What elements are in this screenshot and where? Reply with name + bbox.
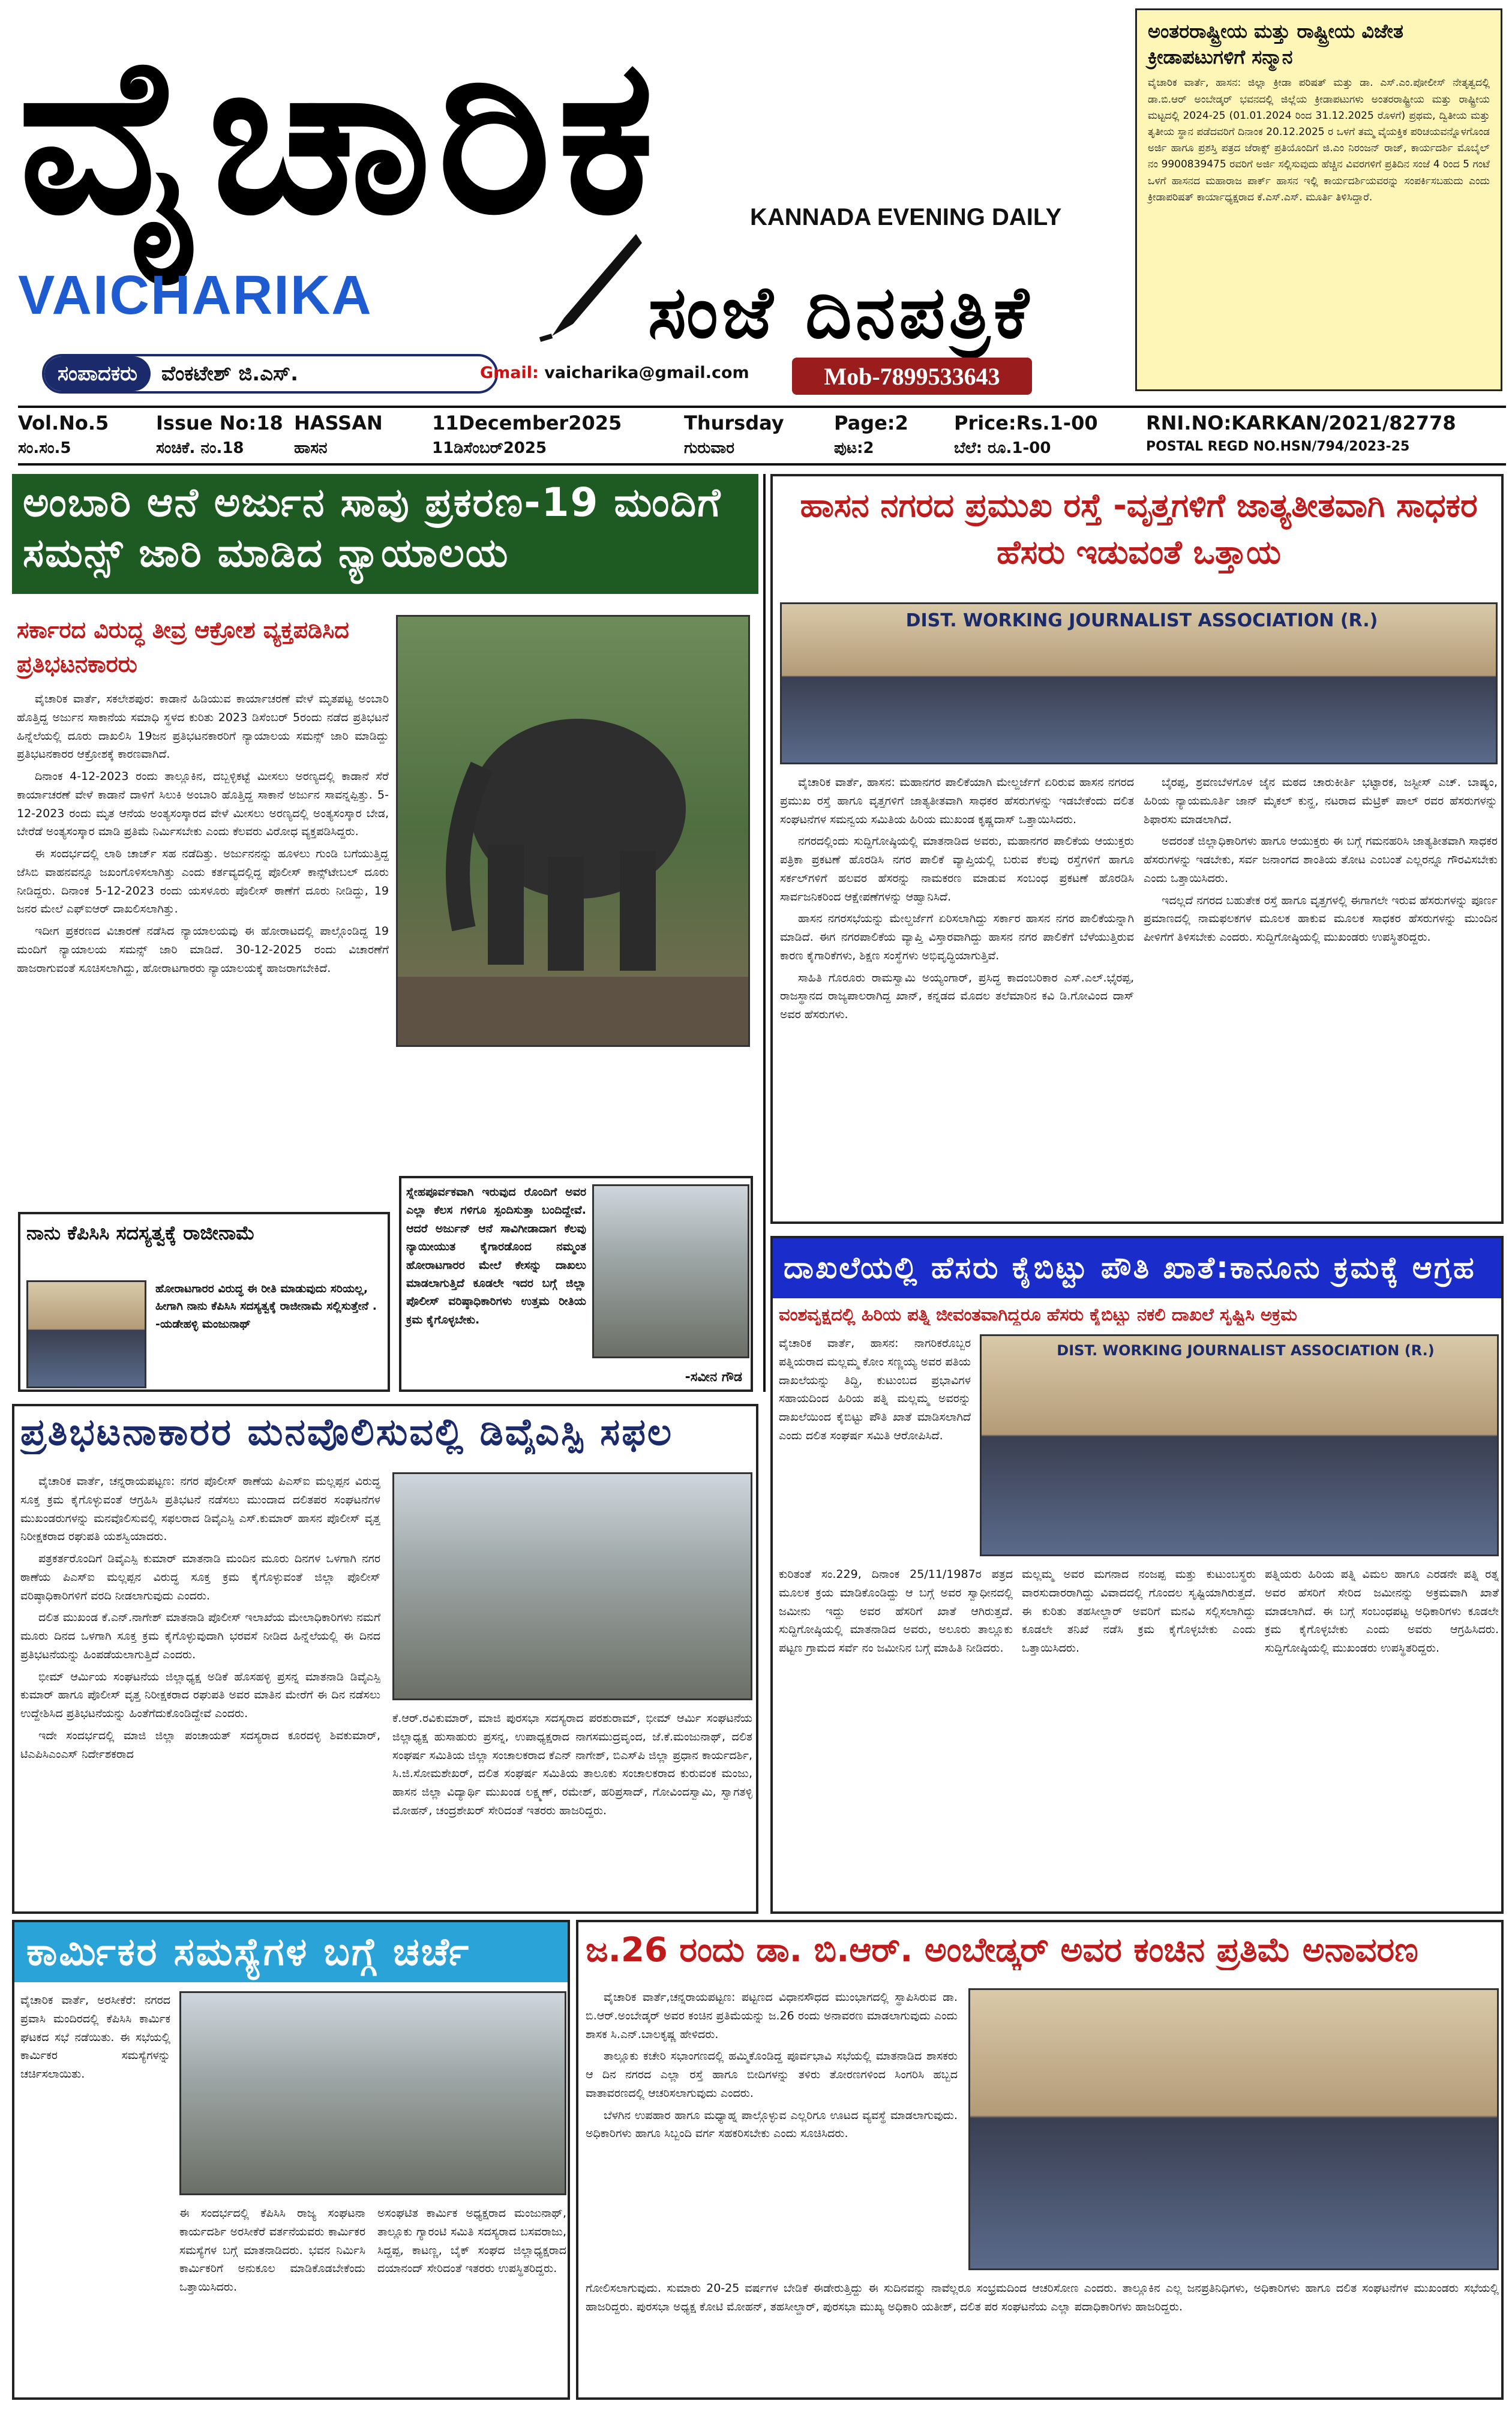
gmail-label: Gmail: bbox=[480, 364, 539, 382]
paragraph: ವೈಚಾರಿಕ ವಾರ್ತೆ,ಚನ್ನರಾಯಪಟ್ಟಣ: ಪಟ್ಟಣದ ವಿಧಾನಸೌಧದ ಮುಂಭಾಗದಲ್ಲಿ ಸ್ಥಾಪಿಸಿರುವ ಡಾ. ಬಿ.ಆರ್.ಅಂಬೇಡ್ಕರ್ ಅವರ ಕಂಚಿನ ಪ್ರತಿಮೆಯನ್ನು ಜ.26 ರಂದು ಅನಾವರಣ ಮಾಡಲಾಗುವುದು ಎಂದು ಶಾಸಕ ಸಿ.ಎನ್.ಬಾಲಕೃಷ್ಣ ಹೇಳಿದರು. bbox=[586, 1991, 958, 2041]
story-workers-body-2: ಈ ಸಂದರ್ಭದಲ್ಲಿ ಕೆಪಿಸಿಸಿ ರಾಜ್ಯ ಸಂಘಟನಾ ಕಾರ್ಯದರ್ಶಿ ಅರಸೀಕೆರೆ ವರ್ತನೆಯವರು ಕಾರ್ಮಿಕರ ಸಮಸ್ಯೆಗಳ ಬಗ್ಗೆ ಮಾತನಾಡಿದರು. ಭವನ ನಿರ್ಮಿಸಿ ಕಾರ್ಮಿಕರಿಗೆ ಅನುಕೂಲ ಮಾಡಿಕೊಡಬೇಕೆಂದು ಒತ್ತಾಯಿಸಿದರು. bbox=[179, 2207, 365, 2294]
story-workers-headline: ಕಾರ್ಮಿಕರ ಸಮಸ್ಯೆಗಳ ಬಗ್ಗೆ ಚರ್ಚೆ bbox=[14, 1922, 568, 1982]
paragraph: ನಗರದಲ್ಲಿಂದು ಸುದ್ದಿಗೋಷ್ಠಿಯಲ್ಲಿ ಮಾತನಾಡಿದ ಅವರು, ಮಹಾನಗರ ಪಾಲಿಕೆಯ ಆಯುಕ್ತರು ಪತ್ರಿಕಾ ಪ್ರಕಟಣೆ ಹೊರಡಿಸಿ ನಗರ ಪಾಲಿಕೆ ವ್ಯಾಪ್ತಿಯಲ್ಲಿ ಬರುವ ಕೆಲವು ರಸ್ತೆಗಳಿಗೆ ಹಾಗೂ ಸರ್ಕಲ್‌ಗಳಿಗೆ ಹಲವರ ಹೆಸರನ್ನು ನಾಮಕರಣ ಮಾಡುವ ಸಂಬಂಧ ಪ್ರಕಟಣೆ ಹೊರಡಿಸಿ ಸಾರ್ವಜನಿಕರಿಂದ ಆಕ್ಷೇಪಣೆಗಳನ್ನು ಆಹ್ವಾನಿಸಿದೆ. bbox=[780, 835, 1134, 904]
paragraph: ಬೆಳಗಿನ ಉಪಹಾರ ಹಾಗೂ ಮಧ್ಯಾಹ್ನ ಪಾಲ್ಗೊಳ್ಳುವ ಎಲ್ಲರಿಗೂ ಊಟದ ವ್ಯವಸ್ಥೆ ಮಾಡಲಾಗುವುದು. ಅಧಿಕಾರಿಗಳು ಹಾಗೂ ಸಿಬ್ಬಂದಿ ವರ್ಗ ಸಹಕರಿಸಬೇಕು ಎಂದು ಸೂಚಿಸಿದರು. bbox=[586, 2108, 958, 2141]
workers-photo bbox=[179, 1991, 566, 2195]
rni: RNI.NO:KARKAN/2021/82778 bbox=[1146, 412, 1456, 434]
gmail-address[interactable]: vaicharika@gmail.com bbox=[544, 364, 749, 382]
paragraph: ಸಾಹಿತಿ ಗೊರೂರು ರಾಮಸ್ವಾಮಿ ಅಯ್ಯಂಗಾರ್, ಪ್ರಸಿದ್ಧ ಕಾದಂಬರಿಕಾರ ಎಸ್.ಎಲ್.ಭೈರಪ್ಪ, ರಾಜಸ್ಥಾನದ ರಾಜ್ಯಪಾಲರಾಗಿದ್ದ ಖಾನ್, ಕನ್ನಡದ ಮೊದಲ ತಲೆಮಾರಿನ ಕವಿ ಡಿ.ಗೋವಿಂದ ದಾಸ್ ಅವರ ಹೆಸರುಗಳು. bbox=[780, 971, 1134, 1022]
quote-text: ಸ್ನೇಹಪೂರ್ವಕವಾಗಿ ಇರುವುದ ರೊಂದಿಗೆ ಅವರ ಎಲ್ಲಾ ಕೆಲಸ ಗಳಿಗೂ ಸ್ಪಂದಿಸುತ್ತಾ ಬಂದಿದ್ದೇವೆ. ಆದರೆ ಅರ್ಜುನ್ ಆನೆ ಸಾವಿಗೀಡಾದಾಗ ಕೆಲವು ನ್ಯಾಯೀಯುತ ಕೈಗಾರಡೊಂದ ನಮ್ಮಂತ ಹೋರಾಟಗಾರರ ಮೇಲೆ ಕೇಸನ್ನು ದಾಖಲು ಮಾಡಲಾಗುತ್ತಿದೆ ಕೂಡಲೇ ಇದರ ಬಗ್ಗೆ ಜಿಲ್ಲಾ ಪೊಲೀಸ್ ವರಿಷ್ಠಾಧಿಕಾರಿಗಳು ಉತ್ತಮ ರೀತಿಯ ಕ್ರಮ ಕೈಗೊಳ್ಳಬೇಕು. bbox=[406, 1186, 586, 1326]
issue: Issue No:18 bbox=[156, 412, 283, 434]
paragraph: ಇದೇ ಸಂದರ್ಭದಲ್ಲಿ ಮಾಜಿ ಜಿಲ್ಲಾ ಪಂಚಾಯತ್ ಸದಸ್ಯರಾದ ಕೂರದಳ್ಳಿ ಶಿವಕುಮಾರ್, ಟಿಎಪಿಸಿಎಂಎಸ್ ನಿರ್ದೇಶಕರಾದ bbox=[20, 1728, 380, 1761]
notice-body: ವೈಚಾರಿಕ ವಾರ್ತೆ, ಹಾಸನ: ಜಿಲ್ಲಾ ಕ್ರೀಡಾ ಪರಿಷತ್ ಮತ್ತು ಡಾ. ಎಸ್.ಎಂ.ಪೋಲೀಸ್ ನೇತೃತ್ವದಲ್ಲಿ ಡಾ.ಬಿ.ಆರ್ ಅಂಬೇಡ್ಕರ್ ಭವನದಲ್ಲಿ ಜಿಲ್ಲೆಯ ಕ್ರೀಡಾಪಟುಗಳು ಅಂತರರಾಷ್ಟ್ರೀಯ ಮತ್ತು ರಾಷ್ಟ್ರೀಯ ಮಟ್ಟದಲ್ಲಿ 2024-25 (01.01.2024 ರಿಂದ 31.12.2025 ರೊಳಗೆ) ಪ್ರಥಮ, ದ್ವಿತೀಯ ಮತ್ತು ತೃತೀಯ ಸ್ಥಾನ ಪಡೆದವರಿಗೆ ದಿನಾಂಕ 20.12.2025 ರ ಒಳಗೆ ತಮ್ಮ ವೈಯಕ್ತಿಕ ಪರಿಚಯವನ್ನೊಳಗೊಂಡ ಅರ್ಜಿ ಹಾಗೂ ಪ್ರಶಸ್ತಿ ಪತ್ರದ ಜೆರಾಕ್ಸ್ ಪ್ರತಿಯೊಂದಿಗೆ ಜಿ.ಎಂ ನಿರಂಜನ್ ರಾಜ್, ಕಾರ್ಯದರ್ಶಿ ಮೊಬೈಲ್ ನಂ 9900839475 ರವರಿಗೆ ಅರ್ಜಿ ಸಲ್ಲಿಸುವುದು ಹೆಚ್ಚಿನ ವಿವರಗಳಿಗೆ ಪ್ರತಿದಿನ ಸಂಜೆ 4 ರಿಂದ 5 ಗಂಟೆ ಒಳಗೆ ಹಾಸನದ ಮಹಾರಾಜ ಪಾರ್ಕ್ ಹಾಸನ ಇಲ್ಲಿ ಕಾರ್ಯದರ್ಶಿಯವರನ್ನು ಸಂಪರ್ಕಿಸಬಹುದು ಎಂದು ಕ್ರೀಡಾಪರಿಷತ್ ಕಾರ್ಯಾಧ್ಯಕ್ಷರಾದ ಕೆ.ಎಸ್.ಎಸ್. ಮೂರ್ತಿ ತಿಳಿಸಿದ್ದಾರೆ. bbox=[1148, 77, 1490, 203]
press-meet-photo bbox=[780, 602, 1498, 764]
story-dysp-headline: ಪ್ರತಿಭಟನಾಕಾರರ ಮನವೊಲಿಸುವಲ್ಲಿ ಡಿವೈಎಸ್ಪಿ ಸಫಲ bbox=[20, 1410, 674, 1454]
vol: Vol.No.5 bbox=[18, 412, 109, 434]
price: Price:Rs.1-00 bbox=[954, 412, 1098, 434]
story-records-body-1: ಕುರಿತಂತೆ ಸಂ.229, ದಿನಾಂಕ 25/11/1987ರ ಪತ್ರದ ಮೂಲಕ ಕ್ರಯ ಮಾಡಿಕೊಂಡಿದ್ದು ಆ ಬಗ್ಗೆ ಅವರ ಸ್ವಾಧೀನದಲ್ಲಿ ಜಮೀನು ಇದ್ದು ಅವರ ಹೆಸರಿಗೆ ಖಾತೆ ಆಗಿರುತ್ತದೆ. ಸುದ್ದಿಗೋಷ್ಠಿಯಲ್ಲಿ ಮಾತನಾಡಿದ ಅವರು, ಅಲೂರು ತಾಲ್ಲೂಕು ಪಟ್ಟಣ ಗ್ರಾಮದ ಸರ್ವೆ ನಂ ಜಮೀನಿನ ಬಗ್ಗೆ ಮಾಹಿತಿ ನೀಡಿದರು. bbox=[779, 1568, 1013, 1655]
story-workers bbox=[12, 1920, 570, 2400]
paragraph: ಭೀಮ್ ಆರ್ಮಿಯ ಸಂಘಟನೆಯ ಜಿಲ್ಲಾಧ್ಯಕ್ಷ ಅಡಿಕೆ ಹೊಸಹಳ್ಳಿ ಪ್ರಸನ್ನ ಮಾತನಾಡಿ ಡಿವೈಎಸ್ಪಿ ಕುಮಾರ್ ಹಾಗೂ ಪೊಲೀಸ್ ವೃತ್ತ ನಿರೀಕ್ಷಕರಾದ ರಘುಪತಿ ಅವರ ಮಾತಿನ ಮೇರೆಗೆ ಈ ದಿನ ನಡೆಸಲು ಉದ್ದೇಶಿಸಿದ ಪ್ರತಿಭಟನೆಯನ್ನು ಹಿಂತೆಗೆದುಕೊಂಡಿದ್ದೇವೆ ಎಂದರು. bbox=[20, 1670, 380, 1721]
price-kn: ಬೆಲೆ: ರೂ.1-00 bbox=[954, 439, 1051, 457]
date: 11December2025 bbox=[432, 412, 622, 434]
paragraph: ಬೈರಪ್ಪ, ಶ್ರವಣಬೆಳಗೊಳ ಜೈನ ಮಠದ ಚಾರುಕೀರ್ತಿ ಭಟ್ಟಾರಕ, ಜಸ್ಟೀಸ್ ಎಚ್. ಬಾಷ್ಯಂ, ಹಿರಿಯ ನ್ಯಾಯಮೂರ್ತಿ ಜಾನ್ ಮೈಕಲ್ ಕುನ್ಹ, ನಟರಾದ ಮೆಟ್ರಿಕ್ ಪಾಲ್ ರವರ ಹೆಸರುಗಳನ್ನು ಶಿಫಾರಸು ಮಾಡಲಾಗಿದೆ. bbox=[1144, 776, 1498, 826]
masthead-title: ವೈಚಾರಿಕ bbox=[18, 8, 661, 262]
masthead-subtitle: ಸಂಜೆ ದಿನಪತ್ರಿಕೆ bbox=[648, 270, 1033, 355]
postal-reg: POSTAL REGD NO.HSN/794/2023-25 bbox=[1146, 439, 1410, 454]
elephant-photo bbox=[396, 615, 750, 1047]
press-banner: DIST. WORKING JOURNALIST ASSOCIATION (R.) bbox=[905, 610, 1378, 631]
story-hassan-roads bbox=[770, 474, 1504, 1224]
story-statue-headline: ಜ.26 ರಂದು ಡಾ. ಬಿ.ಆರ್. ಅಂಬೇಡ್ಕರ್ ಅವರ ಕಂಚಿನ ಪ್ರತಿಮೆ ಅನಾವರಣ bbox=[586, 1931, 1418, 1970]
story-ambari-body bbox=[17, 690, 389, 1122]
paragraph: ಪತ್ರಕರ್ತರೊಂದಿಗೆ ಡಿವೈಎಸ್ಪಿ ಕುಮಾರ್ ಮಾತನಾಡಿ ಮಂದಿನ ಮೂರು ದಿನಗಳ ಒಳಗಾಗಿ ನಗರ ಠಾಣೆಯ ಪಿಎಸ್‌ಐ ಮಲ್ಲಪ್ಪನ ವಿರುದ್ಧ ಸೂಕ್ತ ಕ್ರಮ ಕೈಗೊಳ್ಳುವಂತೆ ಜಿಲ್ಲಾ ಪೊಲೀಸ್ ವರಿಷ್ಠಾಧಿಕಾರಿಗಳಿಗೆ ವರದಿ ನೀಡಲಾಗುವುದು ಎಂದರು. bbox=[20, 1552, 380, 1602]
notice-headline: ಅಂತರರಾಷ್ಟ್ರೀಯ ಮತ್ತು ರಾಷ್ಟ್ರೀಯ ವಿಜೇತ ಕ್ರೀಡಾಪಟುಗಳಿಗೆ ಸನ್ಮಾನ bbox=[1148, 20, 1403, 69]
day: Thursday bbox=[684, 412, 784, 434]
date-kn: 11ಡಿಸೆಂಬರ್2025 bbox=[432, 439, 547, 457]
story-workers-body-1: ವೈಚಾರಿಕ ವಾರ್ತೆ, ಅರಸೀಕೆರೆ: ನಗರದ ಪ್ರವಾಸಿ ಮಂದಿರದಲ್ಲಿ ಕೆಪಿಸಿಸಿ ಕಾರ್ಮಿಕ ಘಟಕದ ಸಭೆ ನಡೆಯಿತು. ಈ ಸಭೆಯಲ್ಲಿ ಕಾರ್ಮಿಕರ ಸಮಸ್ಯೆಗಳನ್ನು ಚರ್ಚಿಸಲಾಯಿತು. bbox=[20, 1994, 170, 2081]
city: HASSAN bbox=[294, 412, 383, 434]
pen-icon bbox=[528, 228, 648, 342]
quote-box bbox=[399, 1176, 753, 1392]
paragraph: ತಾಲ್ಲೂಕು ಕಚೇರಿ ಸಭಾಂಗಣದಲ್ಲಿ ಹಮ್ಮಿಕೊಂಡಿದ್ದ ಪೂರ್ವಭಾವಿ ಸಭೆಯಲ್ಲಿ ಮಾತನಾಡಿದ ಶಾಸಕರು ಆ ದಿನ ನಗರದ ಎಲ್ಲಾ ರಸ್ತೆ ಹಾಗೂ ಬೀದಿಗಳನ್ನು ತಳಿರು ತೋರಣಗಳಿಂದ ಸಿಂಗರಿಸಿ ಹಬ್ಬದ ವಾತಾವರಣದಲ್ಲಿ ಆಚರಿಸಲಾಗುವುದು ಎಂದರು. bbox=[586, 2049, 958, 2100]
resign-box-text: ಹೋರಾಟಗಾರರ ವಿರುದ್ಧ ಈ ರೀತಿ ಮಾಡುವುದು ಸರಿಯಲ್ಲ, ಹೀಗಾಗಿ ನಾನು ಕೆಪಿಸಿಸಿ ಸದಸ್ಯತ್ವಕ್ಕೆ ರಾಜೀನಾಮೆ ಸಲ್ಲಿಸುತ್ತೇನೆ . -ಯಡೇಹಳ್ಳಿ ಮಂಜುನಾಥ್ bbox=[155, 1282, 377, 1331]
paragraph: ಇದೀಗ ಪ್ರಕರಣದ ವಿಚಾರಣೆ ನಡೆಸಿದ ನ್ಯಾಯಾಲಯವು ಈ ಹೋರಾಟದಲ್ಲಿ ಪಾಲ್ಗೊಂಡಿದ್ದ 19 ಮಂದಿಗೆ ನ್ಯಾಯಾಲಯ ಸಮನ್ಸ್ ಜಾರಿ ಮಾಡಿದೆ. 30-12-2025 ರಂದು ವಿಚಾರಣೆಗೆ ಹಾಜರಾಗುವಂತೆ ಸೂಚಿಸಲಾಗಿದ್ದು, ಹೋರಾಟಗಾರರು ನ್ಯಾಯಾಲಯಕ್ಕೆ ಹಾಜರಾಗಬೇಕಿದೆ. bbox=[17, 925, 389, 975]
paragraph: ಇದಲ್ಲದೆ ನಗರದ ಬಹುತೇಕ ರಸ್ತೆ ಹಾಗೂ ವೃತ್ತಗಳಲ್ಲಿ ಈಗಾಗಲೇ ಇರುವ ಹೆಸರುಗಳನ್ನು ಪೂರ್ಣ ಪ್ರಮಾಣದಲ್ಲಿ ನಾಮಫಲಕಗಳ ಮೂಲಕ ಹಾಕುವ ಮೂಲಕ ಸಾಧಕರ ಹೆಸರುಗಳನ್ನು ಮುಂದಿನ ಪೀಳಿಗೆಗೆ ತಿಳಿಸಬೇಕು ಎಂದರು. ಸುದ್ದಿಗೋಷ್ಠಿಯಲ್ಲಿ ಮುಖಂಡರು ಉಪಸ್ಥಿತರಿದ್ದರು. bbox=[1144, 893, 1498, 944]
records-press-banner: DIST. WORKING JOURNALIST ASSOCIATION (R.) bbox=[1057, 1342, 1435, 1359]
notice-box bbox=[1135, 8, 1502, 391]
story-workers-body-3: ಅಸಂಘಟಿತ ಕಾರ್ಮಿಕ ಅಧ್ಯಕ್ಷರಾದ ಮಂಜುನಾಥ್, ತಾಲ್ಲೂಕು ಗ್ಯಾರಂಟಿ ಸಮಿತಿ ಸದಸ್ಯರಾದ ಬಸವರಾಜು, ಸಿದ್ದಪ್ಪ, ಕಾಟಣ್ಣ, ಬೈಕ್ ಸಂಘದ ಜಿಲ್ಲಾಧ್ಯಕ್ಷರಾದ ದಯಾನಂದ್ ಸೇರಿದಂತೆ ಇತರರು ಉಪಸ್ಥಿತರಿದ್ದರು. bbox=[377, 2207, 566, 2276]
editor-label: ಸಂಪಾದಕರು bbox=[44, 356, 151, 391]
story-ambari-headline: ಅಂಬಾರಿ ಆನೆ ಅರ್ಜುನ ಸಾವು ಪ್ರಕರಣ-19 ಮಂದಿಗೆ ಸಮನ್ಸ್ ಜಾರಿ ಮಾಡಿದ ನ್ಯಾಯಾಲಯ bbox=[12, 474, 758, 594]
masthead-subtitle-en: KANNADA EVENING DAILY bbox=[750, 204, 1062, 230]
gmail-line bbox=[480, 364, 749, 382]
editor-name: ವೆಂಕಟೇಶ್ ಜಿ.ಎಸ್. bbox=[161, 362, 299, 386]
column-divider bbox=[763, 474, 766, 1392]
city-kn: ಹಾಸನ bbox=[294, 439, 328, 457]
paragraph: ದಿನಾಂಕ 4-12-2023 ರಂದು ತಾಲ್ಲೂಕಿನ, ದಬ್ಬಳ್ಳಿಕಟ್ಟೆ ಮೀಸಲು ಅರಣ್ಯದಲ್ಲಿ ಕಾಡಾನೆ ಸೆರೆ ಕಾರ್ಯಾಚರಣೆ ವೇಳೆ ಕಾಡಾನೆ ದಾಳಿಗೆ ಸಿಲುಕಿ ಅಂಬಾರಿ ಹೊತ್ತಿದ್ದ ಸಾಕಾನೆ ಅರ್ಜುನ ಸಾವನ್ನಪ್ಪಿತ್ತು. 5-12-2023 ರಂದು ಮೃತ ಆನೆಯ ಅಂತ್ಯಸಂಸ್ಕಾರದ ವೇಳೆ ಮೀಸಲು ಅರಣ್ಯದಲ್ಲಿ ಅಂತ್ಯಸಂಸ್ಕಾರ ಬೇಡ, ಬೇರೆಡೆ ಅಂತ್ಯಸಂಸ್ಕಾರ ಮಾಡಿ ಪ್ರತಿಮೆ ನಿರ್ಮಿಸಬೇಕು ಎಂದು ಕೆಲವರು ವಿರೋಧ ವ್ಯಕ್ತಪಡಿಸಿದ್ದರು. bbox=[17, 770, 389, 839]
paragraph: ಅದರಂತೆ ಜಿಲ್ಲಾಧಿಕಾರಿಗಳು ಹಾಗೂ ಆಯುಕ್ತರು ಈ ಬಗ್ಗೆ ಗಮನಹರಿಸಿ ಜಾತ್ಯತೀತವಾಗಿ ಸಾಧಕರ ಹೆಸರುಗಳನ್ನು ಇಡಬೇಕು, ಸರ್ವ ಜನಾಂಗದ ಶಾಂತಿಯ ತೋಟ ಎಂಬಂತೆ ಎಲ್ಲರನ್ನೂ ಗೌರವಿಸಬೇಕು ಎಂದು ಒತ್ತಾಯಿಸಿದರು. bbox=[1144, 835, 1498, 885]
resign-box-title: ನಾನು ಕೆಪಿಸಿಸಿ ಸದಸ್ಯತ್ವಕ್ಕೆ ರಾಜೀನಾಮೆ bbox=[26, 1221, 255, 1244]
story-dysp-body bbox=[20, 1472, 380, 1910]
manjunath-photo bbox=[26, 1280, 146, 1388]
paragraph: ಈ ಸಂದರ್ಭದಲ್ಲಿ ಲಾಠಿ ಚಾರ್ಜ್ ಸಹ ನಡೆದಿತ್ತು. ಅರ್ಜುನನನ್ನು ಹೂಳಲು ಗುಂಡಿ ಬಗೆಯುತ್ತಿದ್ದ ಜೆಸಿಬಿ ವಾಹನವನ್ನೂ ಜಖಂಗೊಳಿಸಲಾಗಿತ್ತು ಎಂದು ಕರ್ತವ್ಯದಲ್ಲಿದ್ದ ಪೊಲೀಸ್ ಕಾನ್ಸ್‌ಟೇಬಲ್ ದೂರು ನೀಡಿದ್ದರು. ದಿನಾಂಕ 5-12-2023 ರಂದು ಯಸಳೂರು ಪೊಲೀಸ್ ಠಾಣೆಗೆ ದೂರು ನೀಡಿದ್ದು, 19 ಜನರ ಮೇಲೆ ಎಫ್‌ಐಆರ್ ದಾಖಲಿಸಲಾಗಿತ್ತು. bbox=[17, 847, 389, 916]
records-press-photo bbox=[980, 1334, 1499, 1556]
dysp-photo bbox=[392, 1472, 752, 1700]
page-number-kn: ಪುಟ:2 bbox=[834, 439, 874, 457]
story-dysp bbox=[12, 1404, 758, 1914]
story-records-body-2: ಮಲ್ಲಮ್ಮ ಅವರ ಮಗನಾದ ನಂಜಪ್ಪ ಮತ್ತು ಕುಟುಂಬಸ್ಥರು ವಾರಸುದಾರರಾಗಿದ್ದು ವಿವಾದದಲ್ಲಿ ಗೊಂದಲ ಸೃಷ್ಟಿಯಾಗಿರುತ್ತದೆ. ಈ ಕುರಿತು ತಹಸೀಲ್ದಾರ್ ಅವರಿಗೆ ಮನವಿ ಸಲ್ಲಿಸಲಾಗಿದ್ದು ಕೂಡಲೇ ತನಿಖೆ ನಡೆಸಿ ಕ್ರಮ ಕೈಗೊಳ್ಳಬೇಕು ಎಂದು ಒತ್ತಾಯಿಸಿದರು. bbox=[1022, 1568, 1256, 1655]
day-kn: ಗುರುವಾರ bbox=[684, 439, 734, 457]
naveen-gowda-photo bbox=[592, 1184, 749, 1358]
story-records-body-3: ಪತ್ನಿಯರು ಹಿರಿಯ ಪತ್ನಿ ವಿಮಲ ಹಾಗೂ ಎರಡನೇ ಪತ್ನಿ ರತ್ನ ಅವರ ಹೆಸರಿಗೆ ಸೇರಿದ ಜಮೀನನ್ನು ಅಕ್ರಮವಾಗಿ ಖಾತೆ ಮಾಡಲಾಗಿದೆ. ಈ ಬಗ್ಗೆ ಸಂಬಂಧಪಟ್ಟ ಅಧಿಕಾರಿಗಳು ಕೂಡಲೇ ಕ್ರಮ ಕೈಗೊಳ್ಳಬೇಕು ಎಂದು ಅವರು ಆಗ್ರಹಿಸಿದರು. ಸುದ್ದಿಗೋಷ್ಠಿಯಲ್ಲಿ ಮುಖಂಡರು ಉಪಸ್ಥಿತರಿದ್ದರು. bbox=[1265, 1568, 1499, 1655]
vol-kn: ಸಂ.ಸಂ.5 bbox=[18, 439, 71, 457]
story-records-lead: ವೈಚಾರಿಕ ವಾರ್ತೆ, ಹಾಸನ: ನಾಗರಿಕರೊಬ್ಬರ ಪತ್ನಿಯರಾದ ಮಲ್ಲಮ್ಮ ಕೋಂ ಸಣ್ಣಯ್ಯ ಅವರ ಪತಿಯ ದಾಖಲೆಯನ್ನು ತಿದ್ದಿ, ಕುಟುಂಬದ ಪ್ರಭಾವಿಗಳ ಸಹಾಯದಿಂದ ಹಿರಿಯ ಪತ್ನಿ ಮಲ್ಲಮ್ಮ ಅವರನ್ನು ದಾಖಲೆಯಿಂದ ಕೈಬಿಟ್ಟು ಪೌತಿ ಖಾತೆ ಮಾಡಿಸಲಾಗಿದೆ ಎಂದು ದಲಿತ ಸಂಘರ್ಷ ಸಮಿತಿ ಆರೋಪಿಸಿದೆ. bbox=[779, 1337, 971, 1442]
mobile-badge: Mob-7899533643 bbox=[792, 358, 1032, 395]
page-number: Page:2 bbox=[834, 412, 908, 434]
paragraph: ಹಾಸನ ನಗರಸಭೆಯನ್ನು ಮೇಲ್ದರ್ಜೆಗೆ ಏರಿಸಲಾಗಿದ್ದು ಸರ್ಕಾರ ಹಾಸನ ನಗರ ಪಾಲಿಕೆಯನ್ನಾಗಿ ಮಾಡಿದೆ. ಈಗ ನಗರಪಾಲಿಕೆಯ ವ್ಯಾಪ್ತಿ ವಿಸ್ತಾರವಾಗಿದ್ದು ಹಾಸನ ನಗರ ಪಾಲಿಕೆಗೆ ಬೆಳೆಯುತ್ತಿರುವ ಕಾರಣ ಕೈಗಾರಿಕೆಗಳು, ಶಿಕ್ಷಣ ಸಂಸ್ಥೆಗಳು ಅಭಿವೃದ್ಧಿಯಾಗುತ್ತಿವೆ. bbox=[780, 912, 1134, 962]
story-statue-body bbox=[586, 1988, 958, 2270]
paragraph: ದಲಿತ ಮುಖಂಡ ಕೆ.ಎನ್.ನಾಗೇಶ್ ಮಾತನಾಡಿ ಪೊಲೀಸ್ ಇಲಾಖೆಯ ಮೇಲಾಧಿಕಾರಿಗಳು ನಮಗೆ ಮೂರು ದಿನದ ಒಳಗಾಗಿ ಸೂಕ್ತ ಕ್ರಮ ಕೈಗೊಳ್ಳುವುದಾಗಿ ಭರವಸೆ ನೀಡಿದ ಹಿನ್ನೆಲೆಯಲ್ಲಿ ಈ ದಿನದ ಪ್ರತಿಭಟನೆಯನ್ನು ಹಿಂಪಡೆಯಲಾಗುತ್ತಿದೆ ಎಂದರು. bbox=[20, 1611, 380, 1661]
story-ambari-subhead: ಸರ್ಕಾರದ ವಿರುದ್ಧ ತೀವ್ರ ಆಕ್ರೋಶ ವ್ಯಕ್ತಪಡಿಸಿದ ಪ್ರತಿಭಟನಕಾರರು bbox=[17, 617, 349, 677]
story-statue-body-2: ಗೋಲಿಸಲಾಗುವುದು. ಸುಮಾರು 20-25 ವರ್ಷಗಳ ಬೇಡಿಕೆ ಈಡೇರುತ್ತಿದ್ದು ಈ ಸುದಿನವನ್ನು ನಾವೆಲ್ಲರೂ ಸಂಭ್ರಮದಿಂದ ಆಚರಿಸೋಣ ಎಂದರು. ತಾಲ್ಲೂಕಿನ ಎಲ್ಲ ಜನಪ್ರತಿನಿಧಿಗಳು, ಅಧಿಕಾರಿಗಳು ಹಾಗೂ ದಲಿತ ಸಂಘಟನೆಗಳ ಮುಖಂಡರು ಸಭೆಯಲ್ಲಿ ಹಾಜರಿದ್ದರು. ಪುರಸಭಾ ಅಧ್ಯಕ್ಷ ಕೋಟಿ ಮೋಹನ್, ತಹಸೀಲ್ದಾರ್, ಪುರಸಭಾ ಮುಖ್ಯ ಅಧಿಕಾರಿ ಯತೀಶ್, ದಲಿತ ಪರ ಸಂಘಟನೆಯ ಎಲ್ಲಾ ಪದಾಧಿಕಾರಿಗಳು ಹಾಜರಿದ್ದರು. bbox=[586, 2282, 1499, 2313]
story-hassan-roads-body-left bbox=[780, 773, 1134, 1217]
paragraph: ವೈಚಾರಿಕ ವಾರ್ತೆ, ಸಕಲೇಶಪುರ: ಕಾಡಾನೆ ಹಿಡಿಯುವ ಕಾರ್ಯಾಚರಣೆ ವೇಳೆ ಮೃತಪಟ್ಟ ಅಂಬಾರಿ ಹೊತ್ತಿದ್ದ ಅರ್ಜುನ ಸಾಕಾನೆಯ ಸಮಾಧಿ ಸ್ಥಳದ ಕುರಿತು 2023 ಡಿಸೆಂಬರ್ 5ರಂದು ನಡೆದ ಪ್ರತಿಭಟನೆ ಹಿನ್ನೆಲೆಯಲ್ಲಿ ದೂರು ದಾಖಲಿಸಿ 19ಜನ ಪ್ರತಿಭಟನಕಾರರಿಗೆ ನ್ಯಾಯಾಲಯ ಸಮನ್ಸ್ ಜಾರಿ ಮಾಡಿದ್ದು ಪ್ರತಿಭಟನಕಾರರ ಆಕ್ರೋಶಕ್ಕೆ ಕಾರಣವಾಗಿದೆ. bbox=[17, 692, 389, 761]
statue-meeting-photo bbox=[968, 1988, 1499, 2270]
quote-author: -ಸವೀನ ಗೌಡ bbox=[685, 1370, 742, 1385]
story-statue bbox=[576, 1920, 1504, 2400]
story-records-headline: ದಾಖಲೆಯಲ್ಲಿ ಹೆಸರು ಕೈಬಿಟ್ಟು ಪೌತಿ ಖಾತೆ:ಕಾನೂನು ಕ್ರಮಕ್ಕೆ ಆಗ್ರಹ bbox=[773, 1238, 1501, 1298]
resign-box bbox=[18, 1212, 390, 1392]
story-hassan-roads-headline: ಹಾಸನ ನಗರದ ಪ್ರಮುಖ ರಸ್ತೆ -ವೃತ್ತಗಳಿಗೆ ಜಾತ್ಯತೀತವಾಗಿ ಸಾಧಕರ ಹೆಸರು ಇಡುವಂತೆ ಒತ್ತಾಯ bbox=[800, 487, 1478, 572]
issue-kn: ಸಂಚಿಕೆ. ನಂ.18 bbox=[156, 439, 244, 457]
paragraph: ವೈಚಾರಿಕ ವಾರ್ತೆ, ಹಾಸನ: ಮಹಾನಗರ ಪಾಲಿಕೆಯಾಗಿ ಮೇಲ್ದರ್ಜೆಗೆ ಏರಿರುವ ಹಾಸನ ನಗರದ ಪ್ರಮುಖ ರಸ್ತೆ ಹಾಗೂ ವೃತ್ತಗಳಿಗೆ ಜಾತ್ಯತೀತವಾಗಿ ಸಾಧಕರ ಹೆಸರುಗಳನ್ನು ಇಡಬೇಕೆಂದು ದಲಿತ ಸಂಘಟನೆಗಳ ಸಮನ್ವಯ ಸಮಿತಿಯ ಹಿರಿಯ ಮುಖಂಡ ಕೃಷ್ಣದಾಸ್ ಒತ್ತಾಯಿಸಿದರು. bbox=[780, 776, 1134, 826]
story-hassan-roads-body-right bbox=[1144, 773, 1498, 1217]
editor-badge bbox=[42, 354, 498, 394]
masthead-title-en: VAICHARIKA bbox=[18, 265, 373, 326]
info-bar bbox=[18, 406, 1506, 466]
paragraph: ವೈಚಾರಿಕ ವಾರ್ತೆ, ಚನ್ನರಾಯಪಟ್ಟಣ: ನಗರ ಪೊಲೀಸ್ ಠಾಣೆಯ ಪಿಎಸ್‌ಐ ಮಲ್ಲಪ್ಪನ ವಿರುದ್ಧ ಸೂಕ್ತ ಕ್ರಮ ಕೈಗೊಳ್ಳುವಂತೆ ಆಗ್ರಹಿಸಿ ಪ್ರತಿಭಟನೆ ನಡೆಸಲು ಮುಂದಾದ ದಲಿತಪರ ಸಂಘಟನೆಗಳ ಮುಖಂಡರುಗಳನ್ನು ಮನವೊಲಿಸುವಲ್ಲಿ ಸಫಲರಾದ ಡಿವೈಎಸ್ಪಿ ಎಸ್.ಕುಮಾರ್ ಹಾಸನ ಪೊಲೀಸ್ ವೃತ್ತ ನಿರೀಕ್ಷಕರಾದ ರಘುಪತಿ ಯಶಸ್ವಿಯಾದರು. bbox=[20, 1475, 380, 1544]
story-ambari bbox=[12, 474, 758, 1398]
story-records bbox=[770, 1236, 1504, 1914]
story-records-subhead: ವಂಶವೃಕ್ಷದಲ್ಲಿ ಹಿರಿಯ ಪತ್ನಿ ಜೀವಂತವಾಗಿದ್ದರೂ ಹೆಸರು ಕೈಬಿಟ್ಟು ನಕಲಿ ದಾಖಲೆ ಸೃಷ್ಟಿಸಿ ಅಕ್ರಮ bbox=[779, 1304, 1297, 1325]
story-dysp-body-2: ಕೆ.ಆರ್.ರವಿಕುಮಾರ್, ಮಾಜಿ ಪುರಸಭಾ ಸದಸ್ಯರಾದ ಪರಶುರಾಮ್, ಭೀಮ್ ಆರ್ಮಿ ಸಂಘಟನೆಯ ಜಿಲ್ಲಾಧ್ಯಕ್ಷ ಹುಸಾಹುರು ಪ್ರಸನ್ನ, ಉಪಾಧ್ಯಕ್ಷರಾದ ನಾಗಸಮುದ್ರವೃಂದ, ಜೆ.ಕೆ.ಮಂಜುನಾಥ್, ದಲಿತ ಸಂಘರ್ಷ ಸಮಿತಿಯ ಜಿಲ್ಲಾ ಸಂಚಾಲಕರಾದ ಕೆಎನ್ ನಾಗೇಶ್, ಬಿಎಸ್‌ಪಿ ಜಿಲ್ಲಾ ಪ್ರಧಾನ ಕಾರ್ಯದರ್ಶಿ, ಸಿ.ಜಿ.ಸೋಮಶೇಖರ್, ದಲಿತ ಸಂಘರ್ಷ ಸಮಿತಿಯ ತಾಲೂಕು ಸಂಚಾಲಕರಾದ ಕುರುವಂಕ ಮಂಜು, ಹಾಸನ ಜಿಲ್ಲಾ ವಿದ್ಯಾರ್ಥಿ ಮುಖಂಡ ಲಕ್ಷ್ಮಣ್, ರಮೇಶ್, ಹರಿಪ್ರಸಾದ್, ಗೋವಿಂದಸ್ವಾಮಿ, ಸ್ವಾಗತಳ್ಳಿ ಮೋಹನ್, ಚಂದ್ರಶೇಖರ್ ಸೇರಿದಂತೆ ಇತರರು ಹಾಜರಿದ್ದರು. bbox=[392, 1712, 752, 1817]
